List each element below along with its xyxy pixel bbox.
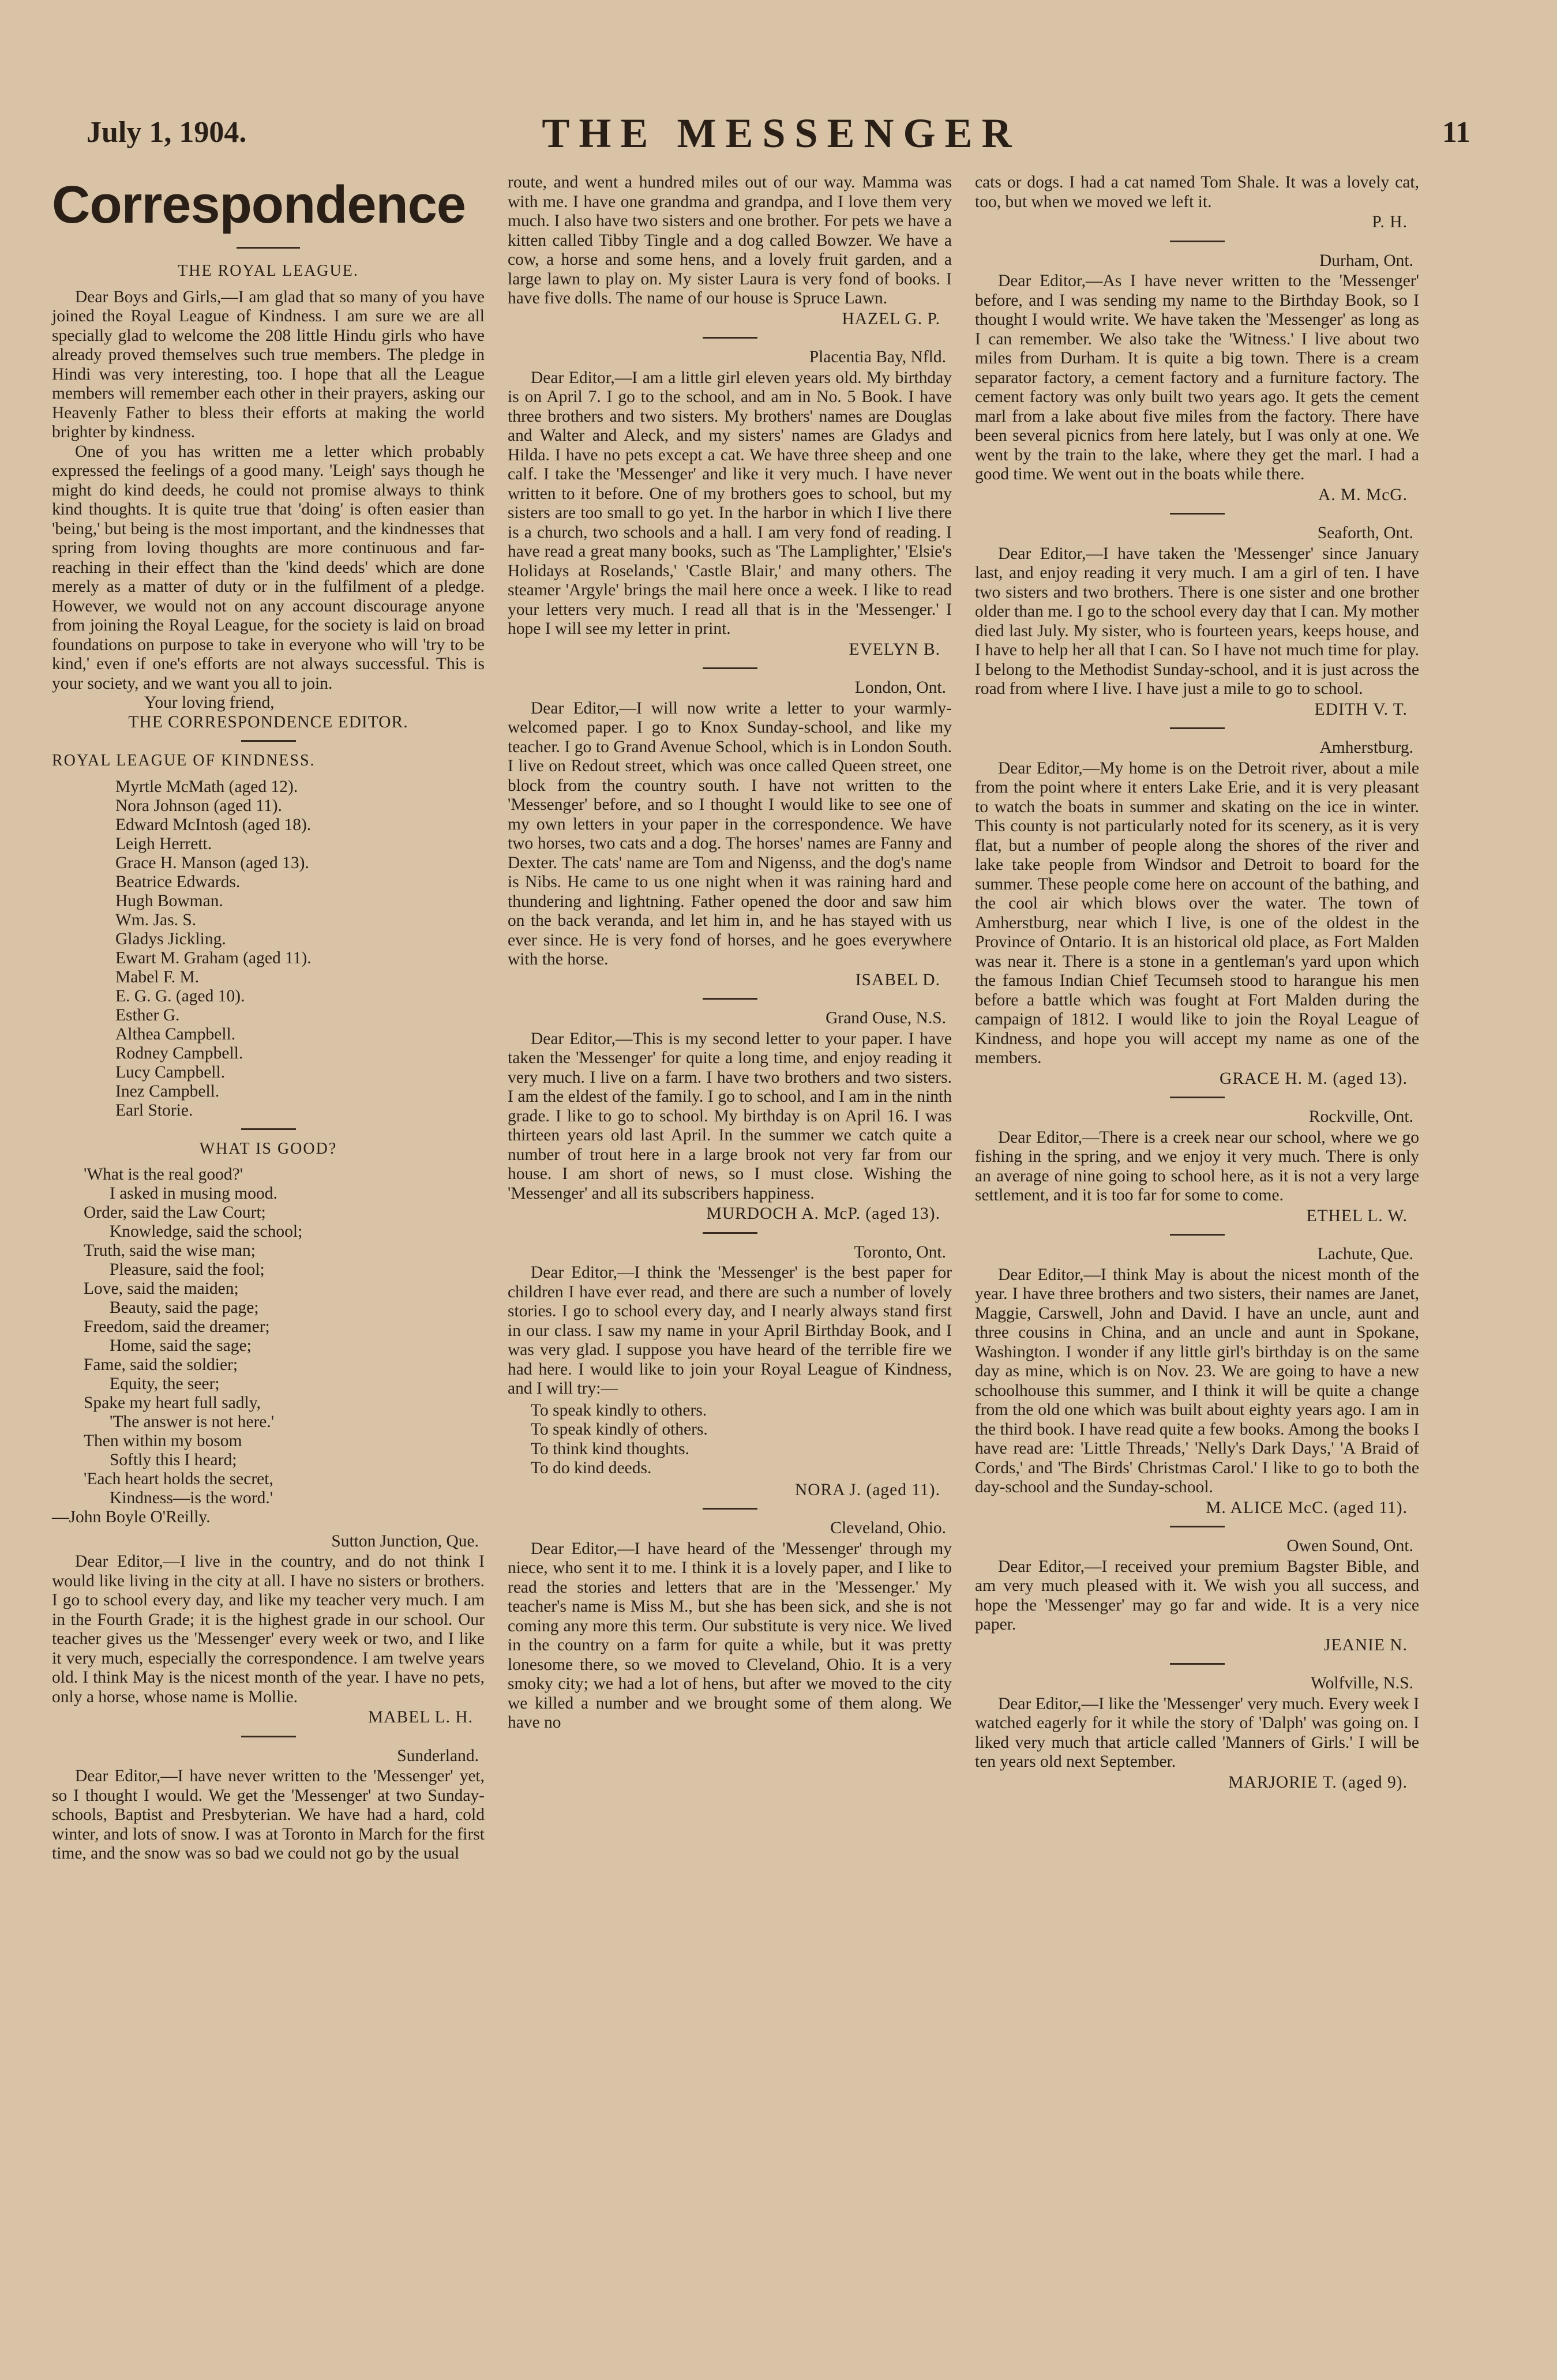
column-2 — [508, 173, 952, 1733]
member-name: Mabel F. M. — [115, 967, 200, 986]
issue-date: July 1, 1904. — [87, 116, 247, 149]
member-name: Wm. Jas. S. — [115, 910, 197, 929]
letter-body: Dear Editor,—I think the 'Messenger' is the best paper for children I have ever read, and there are such a number of lovely stories. I go to school every day, and I nearly always stand first in our class. I saw my name in your April Birthday Book, and I was very glad. I suppose you have heard of the terrible fire we had here. I would like to join your Royal League of Kindness, and I will try:— — [508, 1263, 952, 1398]
poem-line: 'The answer is not here.' — [110, 1413, 275, 1431]
member-name: Earl Storie. — [115, 1101, 193, 1120]
member-name: Lucy Campbell. — [115, 1063, 226, 1082]
member-name: Edward McIntosh (aged 18). — [115, 815, 312, 834]
letter-body: route, and went a hundred miles out of our way. Mamma was with me. I have one grandma and grandpa, and I love them very much. I also have two sisters and one brother. For pets we have a kitten called Tibby Tingle and a dog called Bowzer. We have a cow, a horse and some hens, and a lovely fruit garden, and a large lawn to play on. My sister Laura is very fond of books. I have five dolls. The name of our house is Spruce Lawn. — [508, 173, 952, 307]
poem-line: Love, said the maiden; — [84, 1279, 239, 1298]
poem-line: Pleasure, said the fool; — [110, 1260, 265, 1279]
letter-body: Dear Editor,—I have never written to the 'Messenger' yet, so I thought I would. We get the 'Messenger' at two Sunday-schools, Baptist and Presbyterian. We have had a hard, cold winter, and lots of snow. I was at Toronto in March for the first time, and the snow was so bad we could not go by the usual — [52, 1767, 485, 1863]
divider — [1170, 241, 1225, 242]
letter-place: Amherstburg. — [1319, 738, 1413, 757]
poem — [52, 1165, 485, 1508]
page-header — [81, 110, 1482, 162]
pledge-line: To do kind deeds. — [531, 1459, 652, 1477]
pledge-line: To speak kindly to others. — [531, 1401, 707, 1420]
letter-signature: JEANIE N. — [1323, 1635, 1408, 1654]
member-name: Nora Johnson (aged 11). — [115, 796, 282, 815]
editor-signature: THE CORRESPONDENCE EDITOR. — [128, 712, 408, 731]
letter-place: Cleveland, Ohio. — [830, 1519, 946, 1537]
poem-heading: WHAT IS GOOD? — [199, 1139, 337, 1158]
poem-line: 'Each heart holds the secret, — [84, 1470, 273, 1488]
pledge-line: To think kind thoughts. — [531, 1439, 689, 1458]
divider — [703, 667, 757, 669]
divider — [241, 1736, 296, 1737]
member-name: Althea Campbell. — [115, 1024, 236, 1043]
poem-author: —John Boyle O'Reilly. — [52, 1508, 211, 1526]
letter-body: Dear Editor,—As I have never written to the 'Messenger' before, and I was sending my name to the Birthday Book, so I thought I would write. We have taken the 'Messenger' as long as I can remember. We also take the 'Witness.' I live about two miles from Durham. It is quite a big town. There is a cream separator factory, a cement factory and a furniture factory. The cement factory was only built two years ago. It gets the cement marl from a lake about five miles from the factory. There have been several picnics from here lately, but I was only at one. We went by the train to the lake, where they get the marl. I had a good time. We went out in the boats while there. — [975, 272, 1419, 483]
letter-place: Sunderland. — [397, 1746, 479, 1765]
member-name: Inez Campbell. — [115, 1082, 220, 1101]
letter-signature: A. M. McG. — [1318, 485, 1408, 504]
letter-place: Owen Sound, Ont. — [1286, 1537, 1413, 1555]
divider — [241, 740, 296, 742]
divider — [703, 1508, 757, 1510]
divider — [1170, 1234, 1225, 1236]
letter-place: Placentia Bay, Nfld. — [809, 348, 946, 366]
divider — [1170, 1526, 1225, 1527]
letter-place: London, Ont. — [854, 678, 946, 697]
letter-signature: P. H. — [1372, 213, 1408, 231]
column-1 — [52, 173, 485, 1864]
letter-signature: MURDOCH A. McP. (aged 13). — [706, 1204, 940, 1223]
member-list — [52, 778, 485, 1120]
page-number: 11 — [1442, 116, 1470, 149]
poem-line: Freedom, said the dreamer; — [84, 1317, 270, 1336]
letter-body: Dear Editor,—I will now write a letter to your warmly-welcomed paper. I go to Knox Sunday-school, and like my teacher. I go to Grand Avenue School, which is in London South. I live on Redout street, which was once called Queen street, one block from the country south. I have not written to the 'Messenger' before, and so I thought I would like to see one of my own letters in your paper in the correspondence. We have two horses, two cats and a dog. The horses' names are Fanny and Dexter. The cats' name are Tom and Nigenss, and the dog's name is Nibs. He came to us one night when it was raining hard and thundering and lightning. Father opened the door and saw him on the back veranda, and let him in, and he has stayed with us ever since. He is very fond of horses, and he goes everywhere with the horse. — [508, 699, 952, 968]
letter-body: Dear Editor,—I am a little girl eleven years old. My birthday is on April 7. I go to the school, and am in No. 5 Book. I have three brothers and two sisters. My brothers' names are Douglas and Walter and Aleck, and my sisters' names are Gladys and Hilda. I have no pets except a cat. We have three sheep and one calf. I take the 'Messenger' and like it very much. I have never written to it before. One of my brothers goes to school, but my sisters are too small to go yet. In the harbor in which I live there is a church, two schools and a hall. I am very fond of reading. I have read a great many books, such as 'The Lamplighter,' 'Elsie's Holidays at Roselands,' 'Castle Blair,' and many others. The steamer 'Argyle' brings the mail here once a week. I like to read your letters very much. I read all that is in the 'Messenger.' I hope I will see my letter in print. — [508, 368, 952, 638]
member-name: Gladys Jickling. — [115, 929, 226, 948]
letter-signature: HAZEL G. P. — [842, 309, 940, 328]
letter-place: Toronto, Ont. — [854, 1242, 946, 1262]
poem-line: Spake my heart full sadly, — [84, 1394, 261, 1412]
editor-letter-paragraph: Dear Boys and Girls,—I am glad that so many of you have joined the Royal League of Kindness. I am sure we are all specially glad to welcome the 208 little Hindu girls who have already proved themselves such true members. The pledge in Hindi was very interesting, too. I hope that all the League members will remember each other in their prayers, asking our Heavenly Father to bless their efforts at making the world brighter by kindness. — [52, 287, 485, 441]
letter-place: Wolfville, N.S. — [1311, 1674, 1413, 1692]
members-heading: ROYAL LEAGUE OF KINDNESS. — [52, 752, 316, 769]
divider — [703, 337, 757, 339]
letter-body: cats or dogs. I had a cat named Tom Shale. It was a lovely cat, too, but when we moved we left it. — [975, 173, 1419, 211]
letter-body: Dear Editor,—I received your premium Bagster Bible, and am very much pleased with it. We wish you all success, and hope the 'Messenger' may go far and wide. It is a very nice paper. — [975, 1557, 1419, 1634]
letter-body: Dear Editor,—This is my second letter to your paper. I have taken the 'Messenger' for quite a long time, and enjoy reading it very much. I live on a farm. I have two brothers and two sisters. I am the eldest of the family. I go to school, and I am in the ninth grade. I like to go to school. My birthday is on April 16. I was thirteen years old last April. In the summer we catch quite a number of trout here in a large brook not very far from our house. I am short of news, so I must close. Wishing the 'Messenger' and all its subscribers happiness. — [508, 1029, 952, 1203]
divider — [237, 247, 300, 249]
pledge-list — [508, 1401, 952, 1478]
poem-line: Fame, said the soldier; — [84, 1356, 238, 1374]
section-headline: Correspondence — [52, 175, 466, 234]
member-name: Ewart M. Graham (aged 11). — [115, 948, 312, 967]
letter-place: Sutton Junction, Que. — [331, 1531, 479, 1551]
poem-line: 'What is the real good?' — [84, 1165, 243, 1184]
member-name: Grace H. Manson (aged 13). — [115, 853, 309, 872]
letter-signature: ETHEL L. W. — [1306, 1206, 1408, 1225]
column-3 — [975, 173, 1419, 1796]
letter-place: Rockville, Ont. — [1308, 1108, 1413, 1126]
member-name: Beatrice Edwards. — [115, 872, 241, 891]
letter-place: Seaforth, Ont. — [1317, 524, 1413, 542]
letter-body: Dear Editor,—My home is on the Detroit river, about a mile from the point where it enters Lake Erie, and it is very pleasant to watch the boats in summer and skating on the ice in winter. This county is not particularly noted for its scenery, as it is very flat, but a number of people along the shores of the river and lake take people from Windsor and Detroit to board for the summer. These people come here on account of the bathing, and the cool air which blows over the water. The town of Amherstburg, near which I live, is one of the oldest in the Province of Ontario. It is an historical old place, as Fort Malden was near it. There is a stone in a gentleman's yard upon which the famous Indian Chief Tecumseh stood to harangue his men before a battle which was fought at Fort Malden during the campaign of 1812. I would like to join the Royal League of Kindness, and hope you will accept my name as one of the members. — [975, 759, 1419, 1067]
poem-line: Knowledge, said the school; — [110, 1222, 303, 1241]
letter-body: Dear Editor,—There is a creek near our school, where we go fishing in the spring, and we enjoy it very much. There is only an average of nine going to school here, as it is not a very large settlement, and it is too far for some to come. — [975, 1128, 1419, 1204]
divider — [1170, 1097, 1225, 1098]
letter-body: Dear Editor,—I think May is about the nicest month of the year. I have three brothers and two sisters, their names are Janet, Maggie, Carswell, John and David. I have an uncle, aunt and three cousins in China, and an uncle and aunt in Spokane, Washington. I wonder if any little girl's birthday is on the same day as mine, which is on Nov. 23. We are going to have a new schoolhouse this summer, and I think it will be quite a change from the old one which was built about eighty years ago. I am in the third book. I have read quite a few books. Among the books I have read are: 'Little Threads,' 'Nelly's Dark Days,' 'A Braid of Cords,' and 'The Birds' Christmas Carol.' I like to go to both the day-school and the Sunday-school. — [975, 1265, 1419, 1496]
divider — [703, 998, 757, 1000]
poem-line: Then within my bosom — [84, 1432, 242, 1450]
divider — [1170, 727, 1225, 729]
poem-line: Softly this I heard; — [110, 1451, 237, 1469]
letter-signature: GRACE H. M. (aged 13). — [1220, 1069, 1408, 1088]
letter-signature: EVELYN B. — [849, 640, 940, 659]
letter-place: Durham, Ont. — [1319, 251, 1413, 270]
letter-signature: EDITH V. T. — [1314, 700, 1408, 719]
divider — [703, 1232, 757, 1234]
letter-body: Dear Editor,—I live in the country, and do not think I would like living in the city at all. I have no sisters or brothers. I go to school every day, and like my teacher very much. I am in the Fourth Grade; it is the highest grade in our school. Our teacher gives us the 'Messenger' every week or two, and I like it very much, especially the correspondence. I am twelve years old. I think May is the nicest month of the year. I have no pets, only a horse, whose name is Mollie. — [52, 1552, 485, 1706]
pledge-line: To speak kindly of others. — [531, 1420, 708, 1439]
poem-line: I asked in musing mood. — [110, 1184, 277, 1203]
letter-body: Dear Editor,—I have taken the 'Messenger' since January last, and enjoy reading it very much. I am a girl of ten. I have two sisters and two brothers. There is one sister and one brother older than me. I go to the school every day that I can. My mother died last July. My sister, who is fourteen years, keeps house, and I have to help her all that I can. So I have not much time for play. I belong to the Methodist Sunday-school, and it is just across the road from where I live. I have just a mile to go to school. — [975, 544, 1419, 698]
poem-line: Equity, the seer; — [110, 1375, 220, 1393]
poem-line: Truth, said the wise man; — [84, 1241, 256, 1260]
letter-place: Lachute, Que. — [1317, 1245, 1413, 1263]
letter-body: Dear Editor,—I have heard of the 'Messenger' through my niece, who sent it to me. I think it is a lovely paper, and I like to read the stories and letters that are in the 'Messenger.' My teacher's name is Miss M., but she has been sick, and she is not coming any more this term. Our substitute is very nice. We lived in the country on a farm for quite a while, but it was pretty lonesome there, so we moved to Cleveland, Ohio. It is a very smoky city; we had a lot of hens, but after we moved to the city we killed a number and we brought some of them along. We have no — [508, 1539, 952, 1732]
poem-line: Home, said the sage; — [110, 1337, 252, 1355]
editor-closing: Your loving friend, — [144, 693, 275, 712]
letter-signature: MARJORIE T. (aged 9). — [1228, 1773, 1408, 1792]
member-name: Rodney Campbell. — [115, 1043, 243, 1063]
divider — [241, 1128, 296, 1130]
poem-line: Order, said the Law Court; — [84, 1203, 266, 1222]
letter-place: Grand Ouse, N.S. — [826, 1009, 946, 1027]
newspaper-title: THE MESSENGER — [542, 110, 1021, 156]
divider — [1170, 513, 1225, 515]
poem-line: Kindness—is the word.' — [110, 1489, 273, 1507]
member-name: Leigh Herrett. — [115, 834, 212, 853]
member-name: Esther G. — [115, 1005, 180, 1024]
divider — [1170, 1663, 1225, 1665]
poem-line: Beauty, said the page; — [110, 1298, 259, 1317]
letter-signature: MABEL L. H. — [368, 1708, 473, 1726]
letter-signature: M. ALICE McC. (aged 11). — [1206, 1498, 1408, 1517]
letter-body: Dear Editor,—I like the 'Messenger' very much. Every week I watched eagerly for it while the story of 'Dalph' was going on. I liked very much that article called 'Manners of Girls.' I will be ten years old next September. — [975, 1694, 1419, 1771]
letter-signature: NORA J. (aged 11). — [794, 1480, 940, 1499]
member-name: E. G. G. (aged 10). — [115, 986, 245, 1005]
royal-league-heading: THE ROYAL LEAGUE. — [178, 262, 359, 280]
member-name: Hugh Bowman. — [115, 891, 223, 910]
editor-letter-paragraph: One of you has written me a letter which probably expressed the feelings of a good many. 'Leigh' says though he might do kind deeds, he could not promise always to think kind thoughts. It is quite true that 'doing' is often easier than 'being,' but being is the most important, and the kindnesses that spring from loving thoughts are more continuous and far-reaching in their effect than the 'kind deeds' which are done merely as a matter of duty or in the fulfilment of a pledge. However, we would not on any account discourage anyone from joining the Royal League, for the society is laid on broad foundations on purpose to take in everyone who will 'try to be kind,' even if one's efforts are not always successful. This is your society, and we want you all to join. — [52, 442, 485, 693]
letter-signature: ISABEL D. — [855, 970, 940, 989]
member-name: Myrtle McMath (aged 12). — [115, 777, 298, 796]
